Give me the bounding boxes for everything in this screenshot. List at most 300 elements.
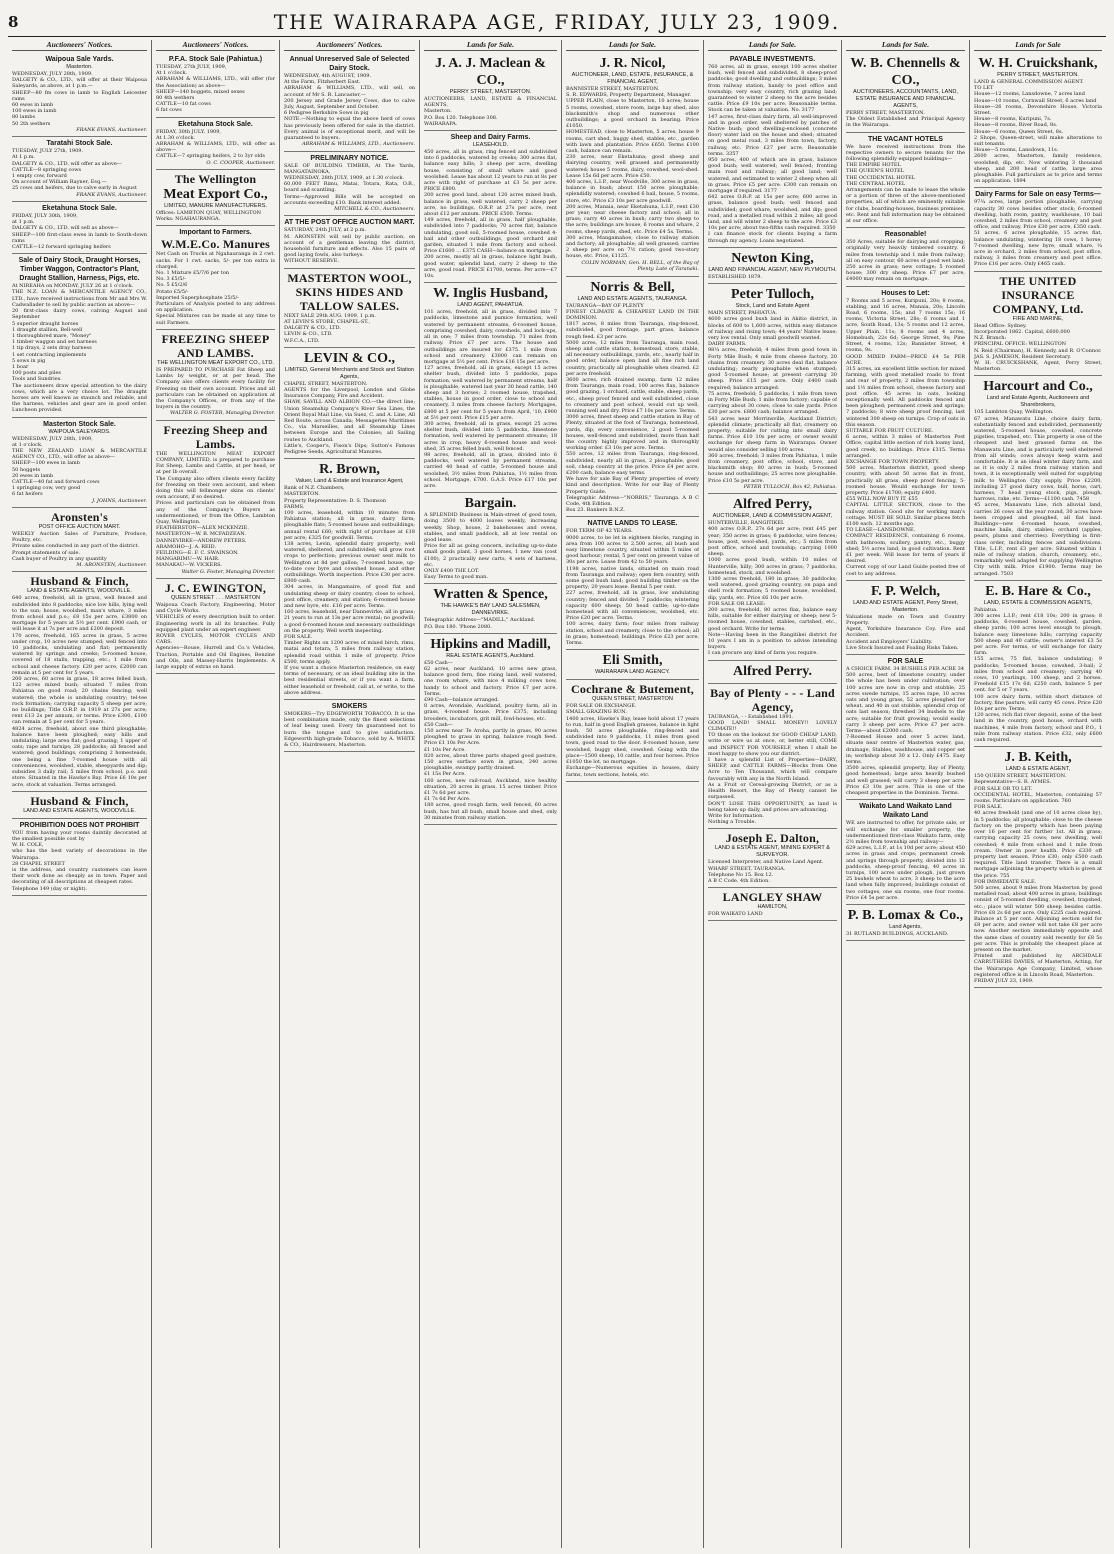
ad-line: I can procure any kind of farm you require. — [708, 650, 818, 657]
advertisement — [846, 581, 965, 655]
ad-line: UPPER PLAIN, close to Masterton, 10 acres; house 5 rooms, cowshed, store room, large hay shed, also blacksmith's shop and numerous other outbuildings; a good orchard in bearing. Price £1050. — [566, 98, 699, 130]
column-8 — [970, 40, 1106, 1548]
ad-line: 350 Acres, suitable for dairying and cropping; originally very heavily timbered country, 6 miles from township and 1 mile from railway; all on easy contour, 60 acres of good wet land; 250 acres in grass; new cottage; 5 roomed house; 300 dry sheep. Price £7 per acre, £4000 may remain on mortgage. — [846, 239, 965, 283]
ad-line: Agencies—Rouse, Hurrell and Co.'s Vehicles, Traction, Portable and Oil Engines, Benzine and Oils, and Massey-Harris Implements. A large supply of extras on hand. — [156, 645, 275, 671]
ad-title: Masterton Stock Sale. — [43, 420, 116, 428]
ad-line: At 1 p.m. — [12, 154, 36, 161]
ad-line: Head Office: Sydney. — [974, 322, 1027, 329]
column-6 — [704, 40, 842, 1548]
column-heading: Auctioneers' Notices. — [284, 40, 415, 51]
ad-line: SHEEP—140 hoggets, mixed sexes — [156, 88, 245, 95]
ad-subtitle: FIRE AND MARINE, — [1012, 315, 1064, 322]
ad-subtitle: Stock, Land and Estate Agent — [735, 303, 810, 310]
ad-heading: Husband & Finch, — [30, 793, 129, 808]
ad-line: On account of William Rayner, Esq.— — [12, 179, 107, 186]
advertisement — [974, 376, 1102, 580]
ad-line: ABRAHAM & WILLIAMS, LTD., will offer as above— — [156, 141, 275, 154]
ad-body — [12, 71, 147, 127]
ad-subtitle: PERRY STREET, MASTERTON. — [449, 89, 532, 95]
ad-line: ONLY £400 THE LOT. — [424, 568, 480, 574]
ad-subtitle: LAND AND ESTATE AGENT, Perry Street, Masterton. — [853, 599, 958, 613]
ad-line: 640 acres, freehold, all in grass, well fenced and subdivided into 8 paddocks; nice low hills, lying well to the sun; house, woolshed, man's whare, 3 miles from school and p.o.; £8 15s per acre, £3800 on mortgage for 5 years at 5½ per cent. £900 cash, or will lease it at 7s per acre and £200 deposit. — [12, 595, 147, 633]
ad-body — [424, 96, 557, 127]
ad-line: CATTLE—40 fat and forward cows — [12, 478, 100, 485]
ad-line: £1 10s Per Acre. — [424, 746, 466, 753]
ad-body — [424, 617, 557, 629]
ad-line: ARAMOHO—J. A. REID. — [156, 543, 217, 550]
ad-subtitle: LAND AND ESTATE AGENTS, WOODVILLE. — [23, 807, 136, 814]
ad-line: THE NEW ZEALAND LOAN & MERCANTILE AGENCY CO., LTD., will offer as above— — [12, 447, 147, 461]
ad-line: PERRY STREET, MASTERTON. — [846, 110, 925, 116]
ad-line: 300 acres L.I.P.; rent £18 10s; 200 in grass; 8 paddocks, 6-roomed house, cowshed, garden, sheep yards; 100 acres level enough to plough, balance easy limestone hills; carrying capacity 500 sheep and 40 cattle; owner's interest £3 5s per acre. For terms, or will exchange for dairy farm. — [974, 613, 1102, 657]
ad-subtitle: LIMITED, MANURE MANUFACTURERS. — [164, 203, 267, 210]
ad-line: COMPACT RESIDENCE, containing 6 rooms, with bathroom, scullery, pantry, etc., buggy shed; 5½ acres land, in good cultivation. Rent £1 per week. Will lease for term of years if desired. — [846, 533, 965, 565]
ad-line: Licensed Interpreter, and Native Land Agent. — [708, 859, 824, 866]
ad-line: 98 acres, freehold, all in grass, divided into 6 paddocks, well watered by permanent streams, carried 40 head of cattle, 5-roomed house and woolshed, 3½ miles from Pahiatua, 1½ miles from school. Mortgage, £700. G.A.S. Price £17 10s per acre. — [424, 451, 557, 489]
ad-display-name: LEVIN & CO., — [303, 350, 395, 366]
ad-line: Cash buyer of Poultry in any quantity — [12, 555, 107, 562]
advertisement — [156, 170, 275, 226]
column-heading: Lands for Sale. — [566, 40, 699, 51]
advertisement — [156, 421, 275, 579]
ad-line: Bank of N.Z. Chambers, — [284, 485, 345, 492]
ad-line: ESTABLISHED 1879. — [708, 273, 763, 280]
ad-display-name: J. A. J. Maclean & CO., — [435, 56, 546, 88]
ad-subtitle: HAMILTON, — [757, 904, 788, 911]
ad-line: 127 acres, freehold, all in grass, except 15 acres shelter bush, divided into 5 paddocks, papa formation, well watered by permanent streams, half is ploughable, watered last year 30 head cattle, 140 sheep and 3 horses; 2 roomed house, trapshed, stables, house in good order, close to school and creamery, 3 miles from cheese factory. Mortgages, £800 at 5 per cent for 5 years from April, '10, £900 at 5½ per cent. Price £15 per acre. — [424, 365, 557, 421]
ad-line: 50 hoggets — [12, 466, 41, 473]
ad-body — [566, 703, 699, 777]
ad-display-name: Newton King, — [731, 250, 814, 266]
ad-body — [424, 149, 557, 279]
advertisement — [846, 228, 965, 286]
ad-line: The Oldest Established and Principal Agency in the Wairarapa. — [846, 116, 965, 129]
ad-display-name: W. Inglis Husband, — [433, 286, 548, 302]
ad-heading: Bay of Plenty - - - Land Agency, — [710, 685, 835, 714]
ad-line: FEILDING—E. F. C. SWAINSON. — [156, 549, 239, 556]
ad-heading: MASTERTON WOOL, SKINS HIDES AND TALLOW SALES. — [287, 270, 412, 313]
advertisement — [846, 53, 965, 133]
ad-line: AUCTIONEERS, LAND, ESTATE & FINANCIAL AGENTS, — [424, 96, 557, 109]
ad-display-name: Harcourt and Co., — [983, 379, 1093, 395]
ad-line: 3600 acres, rich drained swamp, farm 12 miles from Tauranga, main road, 100 acres flax, balance good grazing, 1 orchard, cattle, stable, sheep yards, etc., sheep proof fenced and well subdivided, close to creamery and post school, would cut up well, running well and dry. Price £7 10s per acre. Terms. — [566, 376, 699, 414]
ad-subtitle: QUEEN STREET, MASTERTON — [592, 696, 673, 703]
ad-subtitle: WAIPOUA SALEYARDS. — [48, 428, 111, 435]
ad-line: £50 Cash— — [424, 721, 453, 728]
ad-body — [424, 512, 557, 580]
column-heading: Auctioneers' Notices. — [12, 40, 147, 51]
ad-line: SHAW, SAVILL AND ALBION CO.—the direct line; Union Steamship Company's River Sea Lines, the Orient Royal Mail Line, via Suez, C. and A. Line, All Red Route, across Canada; Messageries Maritimes Co., via Marseilles, and all Steamship Lines between Europe and the Colonies; all Sailing routes to Auckland. — [284, 399, 415, 443]
ad-line: WEDNESDAY, JULY 28th, 1909. — [12, 71, 93, 77]
ad-title: PRELIMINARY NOTICE. — [310, 154, 389, 162]
ad-line: SHEEP—100 ewes in lamb — [12, 460, 80, 467]
ad-line: MANGARIMU—W. HAIR. — [156, 556, 220, 563]
column-2 — [152, 40, 280, 1548]
ad-line: N. Reid (Chairman), H. Kennedy, and R. O'Connor. — [974, 347, 1102, 354]
ad-line: AGENTS for the Liverpool, London and Globe Insurance Company, Fire and Accident. — [284, 386, 415, 400]
ad-signature: FRANK EVANS, Auctioneer. — [76, 191, 147, 198]
ad-title: SMOKERS — [331, 703, 368, 711]
ad-line: 180 acres, good rough farm, well fenced, 60 acres bush, has hut all bush, small house and shed, only 30 minutes from railway station. — [424, 802, 557, 821]
ad-line: Particulars of Analysis posted to any address on application. — [156, 301, 275, 314]
ad-line: 200 acres, freehold, 80 acres flax, balance easy hills, suitable for either dairying or sheep; new 5-roomed house, cowshed, stables, cartshed, etc., good orchard. Write for terms. — [708, 607, 837, 632]
ad-line: FOR SALE. — [284, 634, 313, 641]
ad-line: 80 4th wethers — [156, 95, 195, 102]
ad-line: £1 7s 6d Per Acre. — [424, 796, 471, 803]
ad-line: THE OCCIDENTAL HOTEL — [846, 174, 916, 181]
ad-line: Pahiatua. — [974, 606, 998, 613]
ad-line: at 1 p.m. — [12, 219, 35, 226]
ad-subtitle: LAND AND FINANCIAL AGENT, NEW PLYMOUTH. — [708, 266, 837, 273]
ad-line: WAIRARAPA. — [424, 120, 458, 127]
ad-line: 100 acre dairy farm, within short distance of factory, fine pasture, will carry 45 cows. Price £20 10s per acre. Terms. — [974, 693, 1102, 713]
ad-body — [12, 595, 147, 787]
ad-body — [846, 298, 965, 577]
ad-line: FOR WAIKATO LAND — [708, 911, 763, 918]
advertisement — [974, 53, 1102, 188]
ad-line: Box 23. Bankers B.N.Z. — [566, 507, 625, 514]
ad-line: 6 fat heifers — [12, 491, 43, 498]
ad-line: CATTLE—8 springing cows — [12, 166, 82, 173]
ad-line: 200 acres good land, about 120 acres mixed bush, balance in grass, well watered, carry 2 sheep per acre, no buildings, O.R.P. at 27s per acre, rent about £12 per annum. PRICE £500. Terms. — [424, 192, 557, 218]
ad-subtitle: PERRY STREET, MASTERTON. — [997, 72, 1079, 78]
ad-line: DANNEVIRKE—ANDREW PETERS. — [156, 537, 247, 544]
ad-line: 138 acres, Levin, splendid dairy property; well watered, sheltered, and subdivided; will grow root crops to perfection; previous owner sent milk to Wellington at 8d per gallon; 7-roomed house, up-to-date cow byre and cowshed house, and other outbuildings. Worth inspection. Price £30 per acre. £800 cash. — [284, 540, 415, 585]
advertisement — [566, 517, 699, 650]
ad-line: Agent, Yorkshire Insurance Coy. Fire and Accident. — [846, 626, 965, 639]
ad-line: Private sales conducted in any part of the district. — [12, 543, 140, 550]
ad-title: Sheep and Dairy Farms. — [450, 134, 531, 142]
ad-body — [846, 239, 965, 282]
ad-body — [974, 773, 1102, 984]
ad-line: TAURANGA—BAY OF PLENTY — [566, 302, 644, 309]
ad-line: Little's, Cooper's, Fison's Dips; Sutton's Famous Pedigree Seeds, Agricultural Manures. — [284, 442, 415, 455]
ad-line: Masterton. — [424, 108, 452, 115]
ad-line: MANAKAU—W. VICKERS. — [156, 562, 222, 569]
ad-line: THE QUEEN'S HOTEL — [846, 168, 905, 175]
ad-line: 230 acres, near Eketahuna; good sheep and dairying country, well grassed and permanently watered; house 5 rooms, dairy, cowshed, wool-shed. Lease 15s 6d per acre. Price £50. — [566, 154, 699, 179]
column-1 — [8, 40, 152, 1548]
advertisement — [566, 277, 699, 518]
ad-line: House—12 rooms, Lansdowne, 7 acres land — [974, 91, 1085, 98]
ad-body — [846, 820, 965, 901]
ad-line: DON'T LOSE THIS OPPORTUNITY, as land is being taken up daily, and prices are advancing. — [708, 800, 837, 813]
ad-line: 1 set contracting implements — [12, 351, 87, 358]
ad-line: DALGETY & CO., LTD. will sell as above— — [12, 225, 119, 232]
ad-line: 75 acres, freehold; 5 paddocks; 1 mile from town in Forty Mile Bush; 1 mile from factory; capable of carrying about 30 cows; close to sale yards. Price £30 per acre. £800 cash; balance arranged. — [708, 390, 837, 416]
ad-line: 1000 acres good bush, within 10 miles of Hunterville, hilly; 300 acres in grass; 7 paddocks, homestead, stock, and woolshed. — [708, 557, 837, 576]
advertisement — [12, 137, 147, 202]
ad-line: 100 posts and piles — [12, 370, 61, 377]
advertisement — [12, 53, 147, 137]
ad-display-name: F. P. Welch, — [870, 583, 941, 599]
ad-line: 60 ewes in lamb — [12, 102, 54, 109]
advertisement — [156, 53, 275, 118]
ad-body — [424, 660, 557, 821]
ad-line: FRIDAY JULY 23, 1909. — [974, 977, 1034, 984]
ad-display-name: Alfred Perry, — [732, 497, 813, 513]
ad-title: Reasonable! — [884, 231, 927, 239]
ad-line: FOR SALE OR EXCHANGE. — [566, 703, 637, 710]
ad-line: 97¼ acres, large portion ploughable, carrying capacity 30 cows besides other stock; 6-roomed dwelling, bath room, pantry, washhouse, 10 bail cowshed, 2 miles from school, creamery and post office, and railway. Price £30 per acre, £350 cash. — [974, 199, 1102, 231]
ad-line: ROVER CYCLES, MOTOR CYCLES AND CARS. — [156, 633, 275, 646]
page-number: 8 — [8, 13, 19, 31]
ad-subtitle: POST OFFICE AUCTION MART. — [38, 523, 121, 530]
ad-body — [284, 227, 415, 264]
ad-line: 120 acres, rich flat river deposit, some of the best land in the country, good house, orchard with machines, 4 mile from factory, school and P.O., 1 mile from railway station. Price £32, only £600 cash required. — [974, 712, 1102, 744]
ad-line: MASTERTON—W. B. MCFADZEAN. — [156, 531, 246, 538]
ad-line: SHEEP—100 first-class ewes in lamb to South-down rams — [12, 231, 147, 244]
ad-line: 150 acres near Te Aroha, partly in grass, 90 acres ploughed to grass in spring, balance rough feed. Price £1 10s Per Acre. — [424, 728, 557, 747]
advertisement — [156, 226, 275, 329]
ad-subtitle: LIMITED, General Merchants and Stock and Station Agents, — [284, 366, 415, 380]
advertisement — [974, 188, 1102, 271]
ad-subtitle: LEASEHOLD. — [472, 142, 509, 149]
ad-line: TUESDAY, 27th JULY, 1909, — [156, 64, 227, 70]
ad-line: If you want a choice Masterton residence, on easy terms of necessary, or an ideal building site in the best residential streets, or if you want a farm, either leasehold or freehold, call at, or write, to the above address. — [284, 665, 415, 696]
ad-line: 1 empty cow, forward — [12, 173, 67, 180]
ad-line: WE are instructed to offer, for private sale, or will exchange for smaller property, the undermentioned first-class Waikato farm, only 2½ miles from township and railway— — [846, 820, 965, 845]
ad-display-name: Eli Smith, — [602, 653, 663, 669]
column-heading: Lands for Sale. — [846, 40, 965, 51]
ad-line: PRINCIPAL OFFICE: WELLINGTON — [974, 341, 1067, 348]
ad-body — [566, 303, 699, 514]
ad-title: PAYABLE INVESTMENTS. — [729, 56, 816, 63]
ad-line: 150 QUEEN STREET, MASTERTON. — [974, 773, 1067, 780]
ad-line: 5000 acres, 12 miles from Tauranga, main road, sheep and cattle station, homestead, store, stable, all necessary outbuildings, yards, etc., nearly half in good order, balance open land all fine rich land country, practically all ploughable when cleared. £2 per acre freehold. — [566, 339, 699, 377]
ad-line: Net Cash on Trucks at Ngahauranga in 2 cwt. sacks. For 1 cwt. sacks, 5/- per ton extra is charged. — [156, 251, 275, 270]
advertisement — [424, 493, 557, 584]
advertisement — [424, 283, 557, 493]
ad-line: 400 acres, L.I.P., near Woodville, 300 acres in grass, balance in bush; about 150 acres ploughable; splendidly watered; cowshed 6 bail, house, 5 rooms, store, etc. Price £3 10s per acre goodwill. — [566, 179, 699, 204]
advertisement — [846, 655, 965, 800]
ad-line: 6 Pedigree Berkshire Sows in pig — [284, 110, 369, 117]
ad-line: LAND & GENERAL COMMISSION AGENT. — [974, 79, 1084, 85]
ad-line: 149 acres, freehold, all in grass, half ploughable, subdivided into 7 paddocks; 70 acres flat, balance undulating, good soil, 5-roomed house, cowshed 4-bail and other outbuildings, good orchard and garden, situated 1 mile from factory and school. Price £1600 ... £375 CASH—balance on mortgage. — [424, 217, 557, 255]
ad-line: DALGETY & CO., LTD. — [284, 325, 341, 332]
ad-line: 500 acres, best of limestone country, under the whole has been under cultivation; over 100 acres are now in crop and stubble, 25 acres swede turnips, 15 acres rape, 10 acres oats and young grass, 52 acres ploughed for wheat, and 40 in oat stubble, splendid crop of oats last season; threshed 34 bushels to the acre; suitable for fruit growing; would easily carry 3 sheep per acre. Price £7 per acre. Terms—about £2000 cash. — [846, 672, 965, 735]
ad-line: SALE OF BUILDING TIMBER, At The Yards, MANGATAINOKA, — [284, 162, 415, 175]
ad-line: 40 acres freehold (and one of 10 acres close by), in 5 paddocks; all ploughable; close to the cheese factory on the property which has been paying over 16 per cent for further 1st. All in grass; carrying capacity 25 cows; new dwelling, well cowshed; 4 mile from school and 1 mile from cream. Owner in poor health. Price £330 off property last season. Price £30; only £500 cash required. Title land transfer. There is a small mortgage adjoining the property which is given at the price. 755 — [974, 810, 1102, 879]
ad-line: WEDNESDAY, JULY 28th, 1909, — [12, 435, 93, 442]
ad-line: 200 acres, Manaia, near Eketahuna, L.I.P., rent £30 per year; near cheese factory and school; all in grass; carry 40 acres in bush; carry two sheep to the acre; buildings are house, 6 rooms and whare, 2 rooms, sheep yards, shed, etc. Price £4 5s. Terms. — [566, 203, 699, 235]
ad-line: 100 ewes in lamb — [12, 108, 57, 115]
ad-display-name: E. B. Hare & Co., — [985, 583, 1091, 599]
ad-display-name: J. R. Nicol, — [599, 56, 666, 71]
ad-line: DALGETY & CO., LTD., will offer at their Waipoua Saleyards, as above, at 1 p.m.— — [12, 77, 147, 90]
advertisement — [846, 905, 965, 941]
ad-body — [846, 614, 965, 651]
ad-line: 1 boar — [12, 363, 29, 370]
ad-line: M. ARONSTEN will sell by public auction, on account of a gentleman leaving the district, household furniture and effects. Also 15 pairs of good laying fowls, also turkeys. — [284, 233, 415, 259]
ad-line: 155 acres, 75 flat, balance undulating; 9 paddocks; 5-roomed house, cowshed, 3-bail; 2 miles from school and creamery; carrying 40 cows, 10 yearlings, 100 sheep, and 2 horses. Freehold £15 17s 6d; £250 cash, balance 5 per cent. for 5 or 7 years. — [974, 656, 1102, 694]
ad-line: 2600 acres, Masterton, family residence, woolshed, dip, etc. Now wintering 3 thousand sheep, and 200 head of cattle, large area ploughable. Full particulars as to price and terms on application. 1894 — [974, 153, 1102, 185]
ad-line: 100 acres, dairy farm; four miles from railway station, school and creamery, close to the school; all in grass; homestead; buildings. Price £23 per acre. Terms. — [566, 621, 699, 647]
ad-line: Current copy of our Land Guide posted free of cost to any address. — [846, 564, 965, 577]
advertisement — [284, 269, 415, 348]
advertisement — [284, 700, 415, 752]
ad-title: P.F.A. Stock Sale (Pahiatua.) — [168, 56, 263, 63]
ad-line: TO LEASE—LANSDOWNE. — [846, 527, 916, 534]
ad-line: Prices and particulars can be obtained from any of the Company's Buyers as undermentioned, or from the Office, Lambton Quay, Wellington. — [156, 500, 275, 525]
ad-line: 5 superior draught horses — [12, 320, 79, 327]
ad-line: 1 tip drays, 2 sets dray harness — [12, 345, 92, 352]
ad-line: W. H. COLE, — [12, 842, 44, 849]
ad-body — [284, 313, 415, 344]
ad-display-name: R. Brown, — [319, 462, 380, 478]
ad-line: 9000 acres, to be let in eighteen blocks, ranging in area from 100 acres to 2,500 acres, all bush and easy limestone country, situated within 5 miles of good harbour; rental, 5 per cent on present value of 30s per acre. Lease from 42 to 50 years. — [566, 534, 699, 566]
ad-heading: The Wellington — [174, 172, 257, 187]
ad-body — [974, 607, 1102, 743]
ad-signature: O. C. COOPER, Auctioneer. — [206, 159, 275, 166]
ad-line: 1 springing cow, very good — [12, 485, 81, 492]
ad-line: SMALL GRAZING RUN. — [566, 709, 627, 716]
ad-body — [846, 110, 965, 129]
ad-line: 160 acres, new rail-road, Auckland, nice healthy situation, 20 acres in grass, 15 acres timber. Price £1 7s 6d per acre. — [424, 777, 557, 797]
ad-body — [974, 409, 1102, 576]
advertisement — [424, 634, 557, 825]
ad-line: House—6 rooms, Queen Street, 8s. — [974, 128, 1064, 135]
ad-line: 2 Shops, Queen-street, will make alterations to suit tenants. — [974, 134, 1102, 148]
advertisement — [284, 348, 415, 459]
advertisement — [12, 202, 147, 254]
advertisement — [284, 152, 415, 217]
column-heading: Auctioneers' Notices. — [156, 40, 275, 51]
ad-body — [846, 144, 965, 225]
ad-line: FOR SALE OR LEASE: — [708, 600, 766, 607]
ad-line: 147 acres, first-class dairy farm, all well-improved and in good order, well sheltered by patches of Native bush; good dwelling-enclosed (concrete floor) water laid on the house and shed; situated on good metal road, 3 miles from town, factory, railway, etc. Price £27 per acre. Reasonable terms. 3357 — [708, 113, 837, 157]
ad-line: 6 acres, within 3 miles of Masterton Post Office, capital little section of rich loamy land, good creek, no buildings. Price £315. Terms arranged. — [846, 434, 965, 459]
ad-line: HUNTERVILLE, RANGITIKEI. — [708, 520, 785, 527]
ad-line: 98¼ acres, freehold; 4 miles from good town in Forty Mile Bush; 4 mile from cheese factory, 20 chains from creamery. 30 acres deal flat, balance undulating; nearly ploughable when stumped; good 5-roomed house; at present carrying 30 sheep. Price £15 per acre. Only £400 cash required; balance arranged. — [708, 347, 837, 391]
ad-line: JAS. S. JAMESON, Resident Secretary. — [974, 353, 1072, 360]
ad-line: Offices: LAMBTON QUAY, WELLINGTON — [156, 210, 261, 217]
ad-line: CHAPEL STREET, MASTERTON. — [284, 380, 368, 387]
ad-title: THE VACANT HOTELS — [868, 135, 943, 143]
ad-body — [708, 64, 837, 244]
ad-line: £55 WILL NOW BUY IT. £55 — [846, 496, 918, 503]
ad-line: FOR SALE OR TO LET. — [974, 785, 1033, 792]
advertisement — [708, 888, 837, 921]
ad-body — [708, 911, 837, 917]
ad-line: 101 acres, freehold, all in grass, divided into 7 paddocks, limestone and pumice formation, well watered by permanent streams, 6-roomed house, comprising cowshed, dairy, cowsheds, and lock-ups, all in one; 7 miles from township. 71 miles from railway. Price £7 per acre. The house and outbuildings are insured for £375. 1 mile from school and creamery. £3000 can remain on mortgage at 5½ per cent. Price £16 15s per acre. — [424, 309, 557, 365]
ad-line: I have a splendid List of Properties—DAIRY, SHEEP, and CATTLE FARMS—Blocks from One Acre to Ten Thousand, which will compare favourably with any in the North Island. — [708, 757, 837, 782]
advertisement — [708, 661, 837, 684]
ad-line: 500 acres, about 9 miles from Masterton by good metalled road; about 400 acres in grass; buildings consist of 5-roomed dwelling, cowshed, trapshed, etc.; place will winter 500 sheep besides cattle. Price £8 2s 6d per acre. Only £225 cash required. Balance at 5 per cent. Adjoining section sold for £8 per acre, and owner will not take £8 per acre now. Another section immediately opposite and the same class of country sold recently for £8 5s per acre. This is probably the cheapest place at present on the market. — [974, 884, 1102, 953]
ad-line: Terms—Approved Bills will be accepted on accounts exceeding £10. Bank interest added. — [284, 193, 415, 206]
ad-line: THE WELLINGTON MEAT EXPORT COMPANY, LIMITED, is prepared to purchase Fat Sheep, Lambs and Cattle, at per head, or at per lb overall. — [156, 450, 275, 476]
ad-line: Nothing a Trouble. — [708, 819, 757, 826]
ad-line: 1817 acres, 8 miles from Tauranga, ring-fenced, subdivided, good frontage, part grass, balance rough feed. £3 per acre. — [566, 321, 699, 340]
ad-line: W.F.C.A., LTD. — [284, 337, 320, 344]
ad-body — [566, 86, 699, 260]
ad-body — [846, 931, 965, 937]
ad-line: ABRAHAM & WILLIAMS, LTD., will offer (for the Association) as above— — [156, 76, 275, 89]
ad-body — [708, 859, 837, 884]
column-heading: Lands for Sale — [974, 40, 1102, 51]
ad-line: CATTLE—10 fat cows — [156, 101, 211, 108]
ad-line: NOTE.—Nothing to equal the above herd of cows has previously been offered for sale in the district. Every animal is of exceptional merit, and will be guaranteed to buyers. — [284, 116, 415, 142]
ad-title: Sale of Dairy Stock, Draught Horses, Timber Waggon, Contractor's Plant, Draught Stallion, Harness, Pigs, etc. — [18, 257, 141, 283]
ad-title: Waipoua Sale Yards. — [45, 56, 114, 63]
columns-container — [8, 40, 1106, 1548]
ad-line: 25 cows and heifers, due to calve early in August — [12, 185, 137, 192]
ad-line: Property Representative: D. S. Thomson — [284, 497, 386, 504]
ad-line: 300 acres, Mangamahoe, close to railway station and factory; all ploughable; all well grassed; carries 2 sheep per acre on 7½ ration; good two-story house, etc. Price, £1125. — [566, 234, 699, 260]
ad-subtitle: QUEEN STREET . . . MASTERTON — [170, 594, 261, 601]
ad-line: House—26 rooms, Devonshire House, Victoria Street. — [974, 103, 1102, 117]
advertisement — [12, 254, 147, 417]
ad-signature: M. ARONSTEN, Auctioneer. — [76, 562, 147, 568]
ad-line: Special Mixtures can be made at any time to suit Farmers. — [156, 313, 275, 326]
ad-title: Important to Farmers. — [179, 229, 252, 237]
ad-body — [284, 163, 415, 206]
ad-line: 3000 acres, finest sheep and cattle station in Bay of Plenty, situated at the foot of Tauranga, homestead, yards, dip, every convenience, 2 good 5-roomed houses, well-fenced and subdivided, more than half the country highly improved and in thoroughly working order. £3 10s per acre. Terms. — [566, 414, 699, 452]
ad-line: Works: NGAHAURANGA. — [156, 216, 221, 223]
ad-subtitle: AUCTIONEER, LAND, ESTATE, INSURANCE, & FINANCIAL AGENT, — [571, 72, 694, 85]
advertisement — [12, 819, 147, 896]
newspaper-title: THE WAIRARAPA AGE, FRIDAY, JULY 23, 1909. — [273, 10, 841, 34]
ad-line: 550 acres, 12 miles from Tauranga, ring-fenced, subdivided, nearly all in grass, 2 ploughable, good soil, cheap country at the price. Price £4 per acre. £200 cash, balance easy terms. — [566, 451, 699, 476]
advertisement — [12, 792, 147, 819]
ad-line: 1300 acres freehold, 180 in grass; 30 paddocks; well watered, good grazing country, on papa and shell rock formation; 5 roomed house, woolshed, dip, yards, etc. Price £6 10s per acre. — [708, 576, 837, 601]
ad-body — [284, 485, 415, 696]
ad-signature: MITCHELL & CO., Auctioneers. — [334, 206, 415, 213]
ad-subtitle: LAND AGENT, PAHIATUA. — [457, 302, 524, 309]
ad-line: 1198 acres, native lands, situated on main road from Tauranga and railway; open fern country, with some good bush land; good building timber on the property; 20 years lease. Rental 5 per cent. — [566, 565, 699, 591]
ad-line: S. R. EDWARDS, Property Department, Manager. — [566, 92, 692, 99]
ad-line: 3500 acres, splendid property, Bay of Plenty, good homestead; large area heavily bushed and well grassed; will carry 3 sheep per acre. Price £3 10s per acre. This is one of the cheapest properties in the Dominion. Terms. — [846, 765, 965, 797]
ad-title: Taratahi Stock Sale. — [46, 140, 113, 148]
ad-heading: LANGLEY SHAW — [722, 890, 823, 905]
ad-line: DALGETY & CO., LTD. will offer as above— — [12, 160, 122, 167]
ad-subtitle: AUCTIONEERS, ACCOUNTANTS, LAND, ESTATE INSURANCE AND FINANCIAL AGENTS, — [853, 89, 958, 109]
ad-line: House—8 rooms, Kuripuni, 7s. — [974, 116, 1052, 123]
ad-signature: Walter G. Foster, Managing Director. — [181, 568, 275, 575]
ad-line: 20 ewes in lamb — [12, 472, 54, 479]
ad-line: A SPLENDID Business in Main-street of good town, doing 3500 to 4000 loaves weekly, increasing weekly. Shop, house, 2 bakehouses and ovens, stables, and small paddock, all at low rental on good lease. — [424, 512, 557, 543]
ad-line: Representative—S. R. AYMES. — [974, 779, 1052, 786]
ad-line: MAIN STREET, PAHIATUA. — [708, 310, 778, 317]
ad-line: THE EMPIRE HOTEL — [846, 162, 901, 169]
ad-body — [566, 528, 699, 646]
ad-line: SMOKERS—Try EDGEWORTH TOBACCO. It is the best combination made, only the finest selections of leaf being used. Every tin guaranteed not to burn the tongue and to give satisfaction. Edgeworth high-grade Tobacco, sold by A. WHITE & CO., Hairdressers, Masterton. — [284, 711, 415, 749]
ad-line: Exchange—Numerous equities in houses, dairy farms, town sections, hotels, etc. — [566, 765, 699, 778]
ad-body — [12, 148, 147, 191]
ad-line: FARMS. — [284, 503, 305, 510]
ad-line: EXCHANGE FOR TOWN PROPERTY. — [846, 458, 940, 465]
ad-subtitle: WAIRARAPA LAND AGENCY. — [595, 669, 670, 676]
column-heading: Lands for Sale. — [424, 40, 557, 51]
ad-line: SATURDAY, 24th JULY, at 2 p.m. — [284, 227, 367, 234]
ad-line: N.Z. Branch: — [974, 335, 1007, 342]
ad-line: TUESDAY, JULY 27th, 1909. — [12, 148, 84, 155]
ad-line: A CHOICE FARM. 34 BUSHELS PER ACRE 34 — [846, 666, 965, 673]
ad-line: A B C Code. 4th Edition. — [708, 877, 770, 884]
ad-title: Dairy Farms for Sale on easy Terms— — [975, 191, 1101, 199]
ad-line: MASTERTON. — [284, 491, 320, 498]
ad-body — [12, 830, 147, 892]
ad-line: Write for Information. — [708, 812, 764, 819]
ad-line: DAIRY FARMS. — [708, 341, 747, 348]
ad-line: 629 acres, L.I.P., at 1s 10d per acre; about 450 acres in grass and crops; permanent creek and springs through property, divided into 12 paddocks, sheep-proof fencing, 40 acres in turnips, 100 acres under plough, just grown 25 bushels wheat to acre, 3 sheep to the acre land when fully improved; buildings consist of two cottages, one six rooms, one four rooms. Price £4 5s per acre. — [846, 845, 965, 901]
advertisement — [708, 53, 837, 248]
ad-line: As a Fruit or Cereal-growing District, or as a Health Resort, the Bay of Plenty cannot be surpassed. — [708, 781, 837, 801]
ad-line: CATTLE—12 forward springing heifers — [12, 244, 111, 251]
ad-subtitle: LAND, ESTATE & COMMISSION AGENTS, — [983, 599, 1093, 606]
advertisement — [708, 284, 837, 494]
ad-body — [974, 323, 1102, 373]
